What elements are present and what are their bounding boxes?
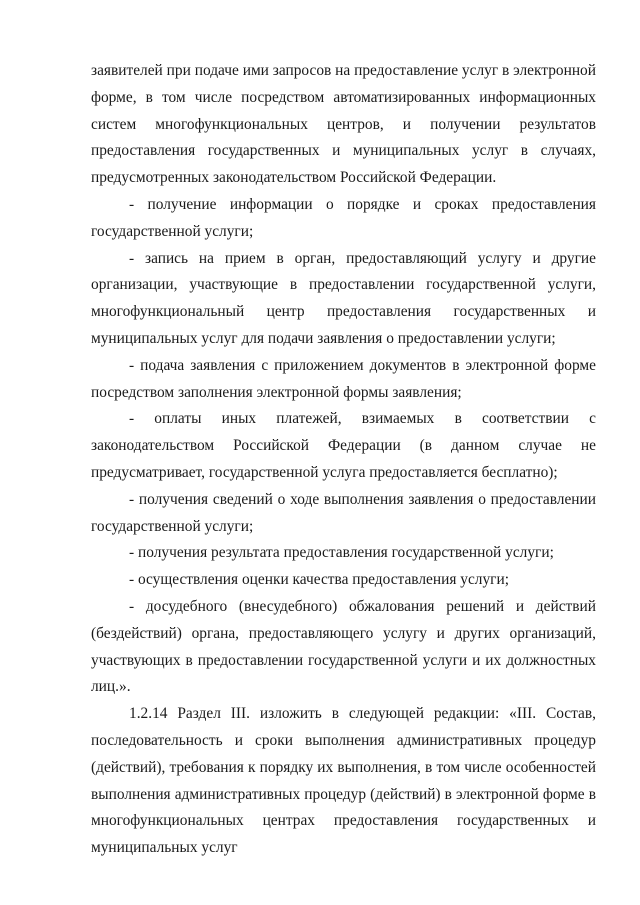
paragraph-appointment-item: - запись на прием в орган, предоставляющий услугу и другие организации, участвующие в предоставлении государственной услуги, многофункциональный центр предоставления государственных и муниципальных услуг для подачи заявления о предоставлении услуги;	[91, 249, 596, 347]
paragraph-status-item: - получения сведений о ходе выполнения заявления о предоставлении государственной услуги;	[91, 490, 596, 535]
paragraph-result-item: - получения результата предоставления государственной услуги;	[129, 544, 554, 562]
document-page	[91, 58, 596, 862]
paragraph-intro: заявителей при подаче ими запросов на предоставление услуг в электронной форме, в том числе посредством автоматизированных информационных систем многофункциональных центров, и получении результатов предоставления государственных и муниципальных услуг в случаях, предусмотренных законодательством Российской Федерации.	[91, 62, 596, 187]
paragraph-payment-item: - оплаты иных платежей, взимаемых в соответствии с законодательством Российской Федерации (в данном случае не предусматривает, государственной услуга предоставляется бесплатно);	[91, 410, 596, 481]
paragraph-application-item: - подача заявления с приложением документов в электронной форме посредством заполнения электронной формы заявления;	[91, 356, 596, 401]
paragraph-info-item: - получение информации о порядке и сроках предоставления государственной услуги;	[91, 195, 596, 240]
paragraph-appeal-item: - досудебного (внесудебного) обжалования решений и действий (бездействий) органа, предоставляющего услугу и других организаций, участвующих в предоставлении государственной услуги и их должностных лиц.».	[91, 597, 596, 696]
paragraph-quality-item: - осуществления оценки качества предоставления услуги;	[129, 571, 509, 589]
paragraph-section-heading: 1.2.14 Раздел III. изложить в следующей редакции: «III. Состав, последовательность и сроки выполнения административных процедур (действий), требования к порядку их выполнения, в том числе особенностей выполнения административных процедур (действий) в электронной форме в многофункциональных центрах предоставления государственных и муниципальных услуг	[91, 705, 596, 857]
